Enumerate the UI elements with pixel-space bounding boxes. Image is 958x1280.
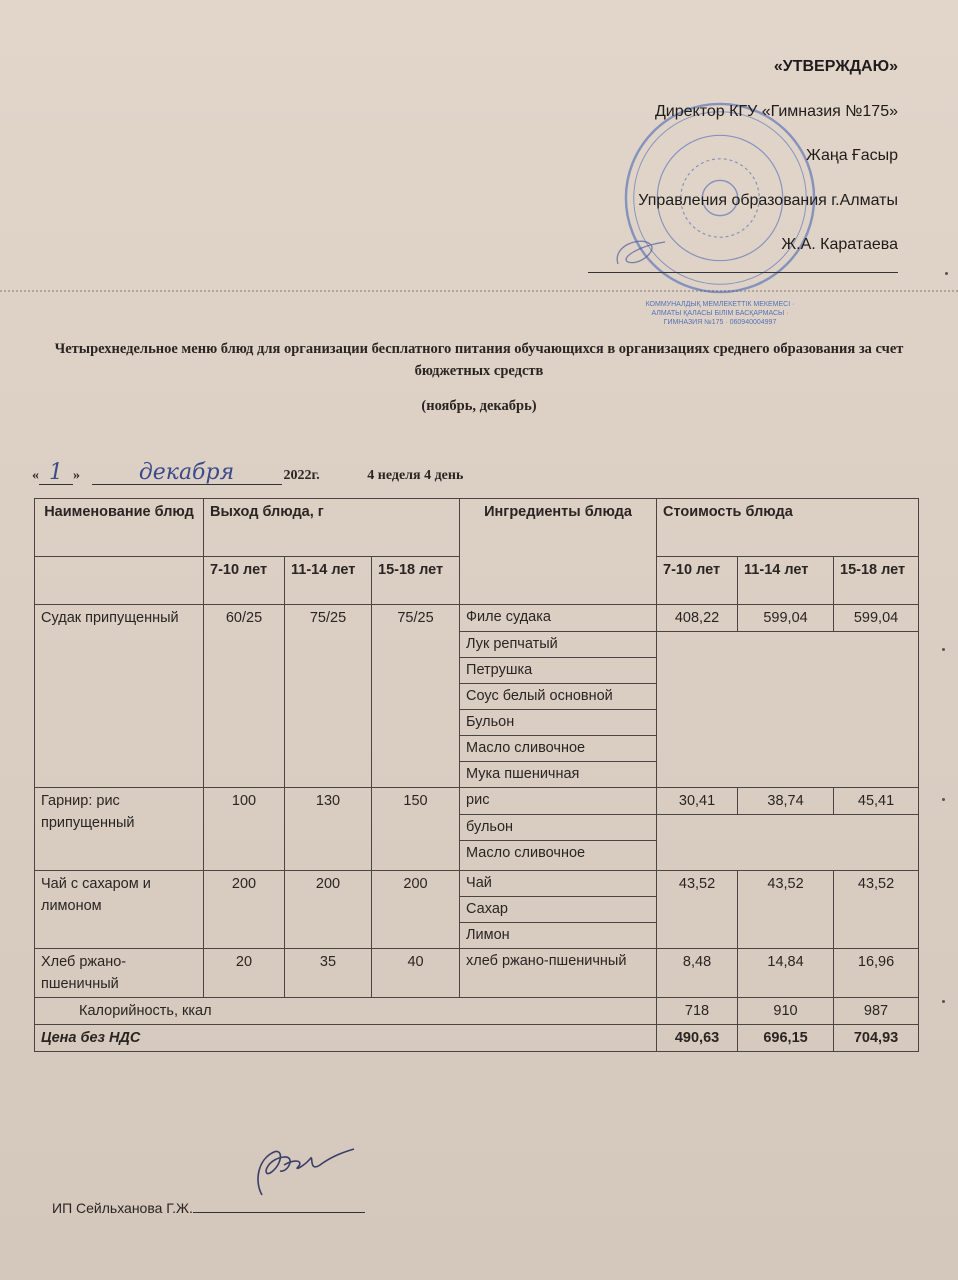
menu-table xyxy=(34,498,919,1052)
calories-value: 910 xyxy=(738,998,834,1025)
signature-line xyxy=(193,1200,365,1213)
dish-cost: 45,41 xyxy=(834,788,919,815)
approval-line: Ж.А. Каратаева xyxy=(781,236,898,253)
open-quote: « xyxy=(32,468,39,483)
dish-yield: 40 xyxy=(372,949,460,998)
dish-name: Судак припущенный xyxy=(35,605,204,788)
paper-speck xyxy=(942,1000,945,1003)
ingredient: Петрушка xyxy=(460,658,657,684)
dish-cost: 8,48 xyxy=(657,949,738,998)
calories-value: 718 xyxy=(657,998,738,1025)
dish-row xyxy=(35,949,919,998)
supplier-name: ИП Сейльханова Г.Ж. xyxy=(52,1200,193,1216)
cost-empty xyxy=(657,632,919,788)
supplier-signature-block xyxy=(52,1200,365,1216)
supplier-signature xyxy=(244,1145,364,1197)
week-day: 4 неделя 4 день xyxy=(367,468,464,483)
ingredient: Бульон xyxy=(460,710,657,736)
subheader-empty xyxy=(35,557,204,605)
dish-row xyxy=(35,605,919,632)
ingredient: Мука пшеничная xyxy=(460,762,657,788)
calories-value: 987 xyxy=(834,998,919,1025)
dish-yield: 60/25 xyxy=(204,605,285,788)
calories-label: Калорийность, ккал xyxy=(35,998,657,1025)
cost-empty xyxy=(657,815,919,871)
dish-yield: 200 xyxy=(285,871,372,949)
date-year: 2022г. xyxy=(283,468,320,483)
subheader-yield-age: 15-18 лет xyxy=(372,557,460,605)
subheader-yield-age: 11-14 лет xyxy=(285,557,372,605)
date-line xyxy=(32,462,463,485)
dish-cost: 599,04 xyxy=(738,605,834,632)
dish-name: Гарнир: рис припущенный xyxy=(35,788,204,871)
dish-cost: 599,04 xyxy=(834,605,919,632)
subheader-cost-age: 15-18 лет xyxy=(834,557,919,605)
approval-heading: «УТВЕРЖДАЮ» xyxy=(773,58,898,75)
ingredient: хлеб ржано-пшеничный xyxy=(460,949,657,998)
header-row xyxy=(35,499,919,557)
dish-cost: 408,22 xyxy=(657,605,738,632)
dish-row xyxy=(35,871,919,897)
dish-cost: 43,52 xyxy=(657,871,738,949)
dish-yield: 150 xyxy=(372,788,460,871)
ingredient: Сахар xyxy=(460,897,657,923)
dish-cost: 43,52 xyxy=(834,871,919,949)
approval-line: Управления образования г.Алматы xyxy=(638,191,898,209)
dish-row xyxy=(35,788,919,815)
close-quote: » xyxy=(73,468,80,483)
paper-speck xyxy=(942,648,945,651)
price-row xyxy=(35,1025,919,1052)
header-ingredients: Ингредиенты блюда xyxy=(460,499,657,605)
dish-cost: 16,96 xyxy=(834,949,919,998)
dish-name: Хлеб ржано-пшеничный xyxy=(35,949,204,998)
dish-yield: 75/25 xyxy=(285,605,372,788)
approval-block xyxy=(588,45,898,273)
subheader-yield-age: 7-10 лет xyxy=(204,557,285,605)
price-value: 696,15 xyxy=(738,1025,834,1052)
ingredient: Чай xyxy=(460,871,657,897)
date-month: декабря xyxy=(92,462,282,485)
header-cost: Стоимость блюда xyxy=(657,499,919,557)
ingredient: Лук репчатый xyxy=(460,632,657,658)
header-dish-name: Наименование блюд xyxy=(35,499,204,557)
perforation-line xyxy=(0,290,958,292)
dish-yield: 75/25 xyxy=(372,605,460,788)
ingredient: Филе судака xyxy=(460,605,657,632)
dish-yield: 130 xyxy=(285,788,372,871)
dish-cost: 30,41 xyxy=(657,788,738,815)
dish-yield: 35 xyxy=(285,949,372,998)
dish-yield: 200 xyxy=(372,871,460,949)
price-value: 704,93 xyxy=(834,1025,919,1052)
paper-speck xyxy=(942,798,945,801)
ingredient: Лимон xyxy=(460,923,657,949)
date-day: 1 xyxy=(39,462,73,485)
dish-cost: 38,74 xyxy=(738,788,834,815)
stamp-text: КОММУНАЛДЫҚ МЕМЛЕКЕТТІК МЕКЕМЕСІ · АЛМАТЫ ҚАЛАСЫ БІЛІМ БАСҚАРМАСЫ · ГИМНАЗИЯ №175 · 060940004997 xyxy=(645,301,795,326)
calories-row xyxy=(35,998,919,1025)
ingredient: Масло сливочное xyxy=(460,736,657,762)
dish-cost: 14,84 xyxy=(738,949,834,998)
dish-yield: 200 xyxy=(204,871,285,949)
approval-line: Жаңа Ғасыр xyxy=(806,147,898,164)
subheader-cost-age: 11-14 лет xyxy=(738,557,834,605)
dish-name: Чай с сахаром и лимоном xyxy=(35,871,204,949)
ingredient: рис xyxy=(460,788,657,815)
price-value: 490,63 xyxy=(657,1025,738,1052)
subheader-cost-age: 7-10 лет xyxy=(657,557,738,605)
document-period: (ноябрь, декабрь) xyxy=(421,398,537,414)
dish-yield: 100 xyxy=(204,788,285,871)
document-title: Четырехнедельное меню блюд для организации бесплатного питания обучающихся в организациях среднего образования за счет бюджетных средств xyxy=(54,341,904,379)
signature-line xyxy=(588,272,898,273)
approval-line: Директор КГУ «Гимназия №175» xyxy=(654,102,898,120)
dish-cost: 43,52 xyxy=(738,871,834,949)
price-label: Цена без НДС xyxy=(35,1025,657,1052)
ingredient: Соус белый основной xyxy=(460,684,657,710)
dish-yield: 20 xyxy=(204,949,285,998)
ingredient: Масло сливочное xyxy=(460,841,657,871)
header-yield: Выход блюда, г xyxy=(204,499,460,557)
paper-speck xyxy=(945,272,948,275)
ingredient: бульон xyxy=(460,815,657,841)
